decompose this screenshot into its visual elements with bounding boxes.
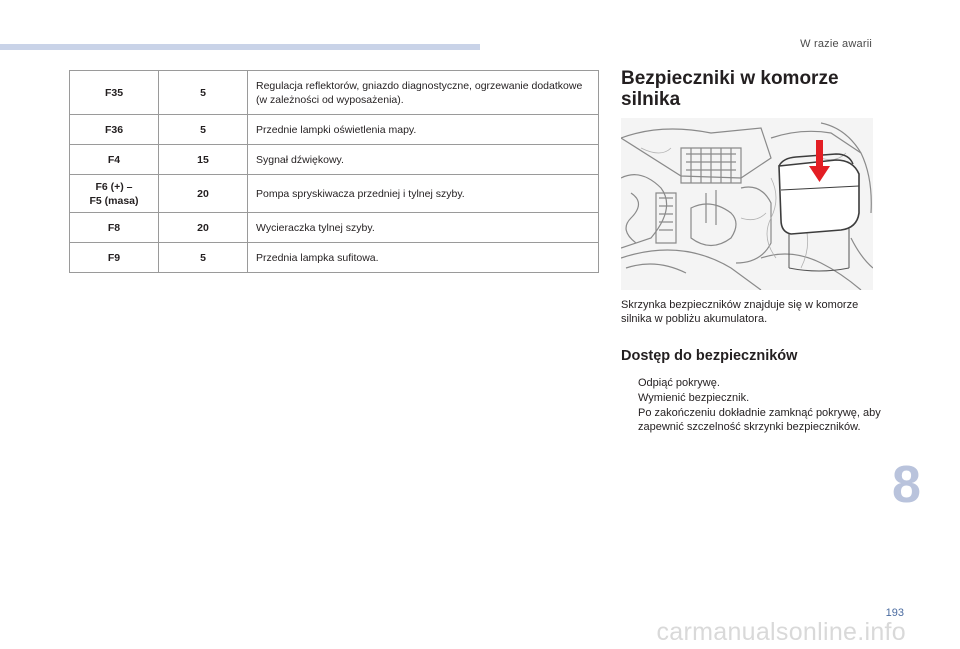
fuse-number: F8 [70, 213, 159, 243]
table-row [70, 243, 599, 273]
table-row [70, 213, 599, 243]
fuse-number: F35 [70, 71, 159, 115]
watermark: carmanualsonline.info [656, 618, 906, 646]
fuse-function: Regulacja reflektorów, gniazdo diagnostyczne, ogrzewanie dodatkowe (w zależności od wyposażenia). [248, 71, 599, 115]
fuse-number [70, 175, 159, 213]
fuse-number-line1: F6 (+) – [95, 180, 133, 193]
step-text: Odpiąć pokrywę. [638, 377, 720, 389]
list-item [621, 376, 883, 390]
step-text: Wymienić bezpiecznik. [638, 392, 750, 404]
table-row [70, 115, 599, 145]
table-row [70, 175, 599, 213]
fuse-number: F4 [70, 145, 159, 175]
list-item [621, 406, 883, 434]
table-row [70, 145, 599, 175]
fuse-function: Sygnał dźwiękowy. [248, 145, 599, 175]
fuse-function: Przednia lampka sufitowa. [248, 243, 599, 273]
fuse-table [69, 70, 599, 273]
fuse-amperage: 20 [159, 175, 248, 213]
fuse-amperage: 5 [159, 115, 248, 145]
list-item [621, 391, 883, 405]
fuse-function: Pompa spryskiwacza przedniej i tylnej szyby. [248, 175, 599, 213]
fuse-amperage: 15 [159, 145, 248, 175]
fuse-function: Przednie lampki oświetlenia mapy. [248, 115, 599, 145]
fuse-function: Wycieraczka tylnej szyby. [248, 213, 599, 243]
top-accent-bar [0, 44, 480, 50]
chapter-number: 8 [892, 456, 921, 514]
section-header: W razie awarii [800, 38, 872, 50]
fuse-amperage: 5 [159, 71, 248, 115]
access-steps-list [621, 376, 883, 435]
fuse-box-location-text: Skrzynka bezpieczników znajduje się w komorze silnika w pobliżu akumulatora. [621, 299, 859, 325]
engine-illustration-svg [621, 118, 873, 290]
table-row [70, 71, 599, 115]
step-text: Po zakończeniu dokładnie zamknąć pokrywę, aby zapewnić szczelność skrzynki bezpieczników. [638, 407, 881, 433]
page-number: 193 [885, 607, 904, 619]
fuse-number-line2: F5 (masa) [89, 194, 139, 207]
engine-fuses-title: Bezpieczniki w komorze silnika [621, 68, 839, 110]
fuse-number: F36 [70, 115, 159, 145]
fuse-number: F9 [70, 243, 159, 273]
fuse-amperage: 20 [159, 213, 248, 243]
fuse-amperage: 5 [159, 243, 248, 273]
fuse-access-title: Dostęp do bezpieczników [621, 348, 798, 364]
engine-compartment-illustration [621, 118, 873, 290]
